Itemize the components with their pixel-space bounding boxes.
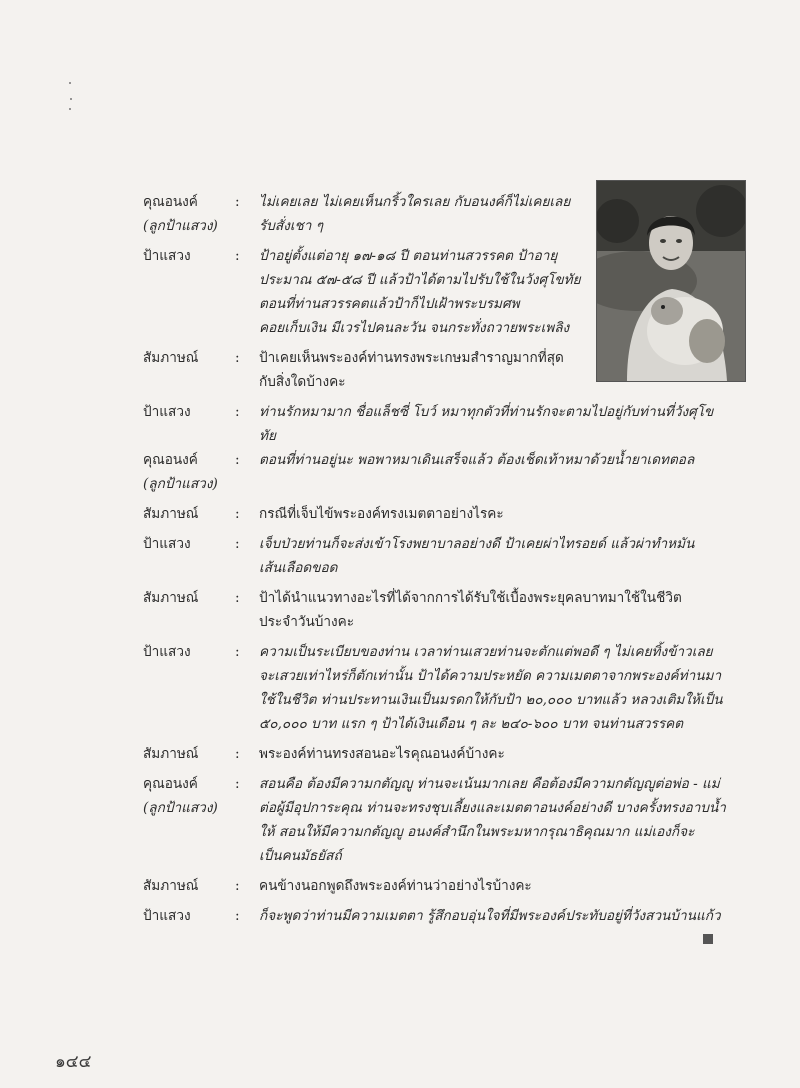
colon-separator: :: [235, 506, 240, 522]
interview-row: [143, 640, 728, 736]
speech-text: ไม่เคยเลย ไม่เคยเห็นกริ้วใครเลย กับอนงค์ก็ไม่เคยเลย รับสั่งเชา ๆ: [259, 194, 571, 234]
speaker-label: สัมภาษณ์: [143, 350, 199, 366]
speaker-label: คุณอนงค์: [143, 776, 198, 792]
speaker-name: [143, 874, 235, 898]
speaker-relation: (ลูกป้าแสวง): [143, 218, 218, 234]
speaker-label: สัมภาษณ์: [143, 746, 199, 762]
interview-row: [143, 346, 728, 394]
colon-separator: :: [235, 746, 240, 762]
interview-row: [143, 874, 728, 898]
speech-text: ป้าได้นำแนวทางอะไรที่ได้จากการได้รับใช้เบื้องพระยุคลบาทมาใช้ในชีวิต ประจำวันบ้างคะ: [259, 590, 682, 630]
interview-row: [143, 742, 728, 766]
interview-row: [143, 400, 728, 448]
speech-text: ป้าเคยเห็นพระองค์ท่านทรงพระเกษมสำราญมากที่สุด กับสิ่งใดบ้างคะ: [259, 350, 564, 390]
speaker-label: สัมภาษณ์: [143, 506, 199, 522]
speaker-label: ป้าแสวง: [143, 644, 191, 660]
speaker-label: สัมภาษณ์: [143, 590, 199, 606]
interview-transcript: [143, 190, 728, 928]
speaker-label: ป้าแสวง: [143, 536, 191, 552]
colon-separator: :: [235, 590, 240, 606]
speech-text: ตอนที่ท่านอยู่นะ พอพาหมาเดินเสร็จแล้ว ต้องเช็ดเท้าหมาด้วยน้ำยาเดทตอล: [259, 452, 695, 468]
speaker-name: [143, 742, 235, 766]
speaker-name: [143, 904, 235, 928]
colon-separator: :: [235, 248, 240, 264]
speaker-name: [143, 532, 235, 556]
speaker-name: [143, 400, 235, 424]
speaker-label: คุณอนงค์: [143, 194, 198, 210]
speaker-name: [143, 346, 235, 370]
speech-text: กรณีที่เจ็บไข้พระองค์ทรงเมตตาอย่างไรคะ: [259, 506, 504, 522]
speaker-label: ป้าแสวง: [143, 404, 191, 420]
speech-text: สอนคือ ต้องมีความกตัญญู ท่านจะเน้นมากเลย คือต้องมีความกตัญญูต่อพ่อ - แม่ ต่อผู้มีอุปการะคุณ ท่านจะทรงชุบเลี้ยงและเมตตาอนงค์อย่างดี บางครั้งทรงอาบน้ำ ให้ สอนให้มีความกตัญญู อนงค์สำนึกในพระมหากรุณาธิคุณมาก แม่เองก็จะ เป็นคนมัธยัสถ์: [259, 776, 726, 864]
end-mark-square: [703, 934, 713, 944]
colon-separator: :: [235, 644, 240, 660]
speaker-name: [143, 190, 235, 238]
scan-speck: [69, 82, 71, 84]
interview-row: [143, 532, 728, 580]
scan-speck: [69, 108, 71, 110]
colon-separator: :: [235, 536, 240, 552]
page-number: ๑๔๔: [55, 1052, 92, 1072]
speech-text: ท่านรักหมามาก ชื่อแล็ชซี่ โบว์ หมาทุกตัวที่ท่านรักจะตามไปอยู่กับท่านที่วังศุโขทัย: [259, 404, 714, 444]
speaker-name: [143, 502, 235, 526]
speech-text: ก็จะพูดว่าท่านมีความเมตตา รู้สึกอบอุ่นใจที่มีพระองค์ประทับอยู่ที่วังสวนบ้านแก้ว: [259, 908, 721, 924]
interview-row: [143, 904, 728, 928]
speaker-relation: (ลูกป้าแสวง): [143, 800, 218, 816]
speaker-name: [143, 586, 235, 610]
scan-speck: [70, 98, 72, 100]
interview-row: [143, 190, 728, 238]
colon-separator: :: [235, 350, 240, 366]
interview-row: [143, 772, 728, 868]
interview-row: [143, 448, 728, 496]
speaker-label: สัมภาษณ์: [143, 878, 199, 894]
colon-separator: :: [235, 194, 240, 210]
speaker-name: [143, 448, 235, 496]
interview-row: [143, 502, 728, 526]
colon-separator: :: [235, 404, 240, 420]
interview-row: [143, 586, 728, 634]
speech-text: ป้าอยู่ตั้งแต่อายุ ๑๗-๑๘ ปี ตอนท่านสวรรคต ป้าอายุ ประมาณ ๕๗-๕๘ ปี แล้วป้าได้ตามไปรับใช้ในวังศุโขทัย ตอนที่ท่านสวรรคตแล้วป้าก็ไปเฝ้าพระบรมศพ คอยเก็บเงิน มีเวรไปคนละวัน จนกระทั่งถวายพระเพลิง: [259, 248, 581, 336]
speaker-name: [143, 772, 235, 820]
speaker-label: คุณอนงค์: [143, 452, 198, 468]
speaker-label: ป้าแสวง: [143, 908, 191, 924]
speech-text: เจ็บป่วยท่านก็จะส่งเข้าโรงพยาบาลอย่างดี ป้าเคยผ่าไทรอยด์ แล้วผ่าทำหมัน เส้นเลือดขอด: [259, 536, 695, 576]
speaker-name: [143, 640, 235, 664]
speaker-relation: (ลูกป้าแสวง): [143, 476, 218, 492]
speech-text: คนข้างนอกพูดถึงพระองค์ท่านว่าอย่างไรบ้างคะ: [259, 878, 532, 894]
interview-row: [143, 244, 728, 340]
speech-text: พระองค์ท่านทรงสอนอะไรคุณอนงค์บ้างคะ: [259, 746, 505, 762]
colon-separator: :: [235, 776, 240, 792]
speech-text: ความเป็นระเบียบของท่าน เวลาท่านเสวยท่านจะตักแต่พอดี ๆ ไม่เคยทิ้งข้าวเลย จะเสวยเท่าไหร่ก็ตักเท่านั้น ป้าได้ความประหยัด ความเมตตาจากพระองค์ท่านมา ใช้ในชีวิต ท่านประทานเงินเป็นมรดกให้กับป้า ๒๐,๐๐๐ บาทแล้ว หลวงเติมให้เป็น ๕๐,๐๐๐ บาท แรก ๆ ป้าได้เงินเดือน ๆ ละ ๒๔๐-๖๐๐ บาท จนท่านสวรรคต: [259, 644, 723, 732]
speaker-label: ป้าแสวง: [143, 248, 191, 264]
colon-separator: :: [235, 452, 240, 468]
speaker-name: [143, 244, 235, 268]
colon-separator: :: [235, 908, 240, 924]
colon-separator: :: [235, 878, 240, 894]
